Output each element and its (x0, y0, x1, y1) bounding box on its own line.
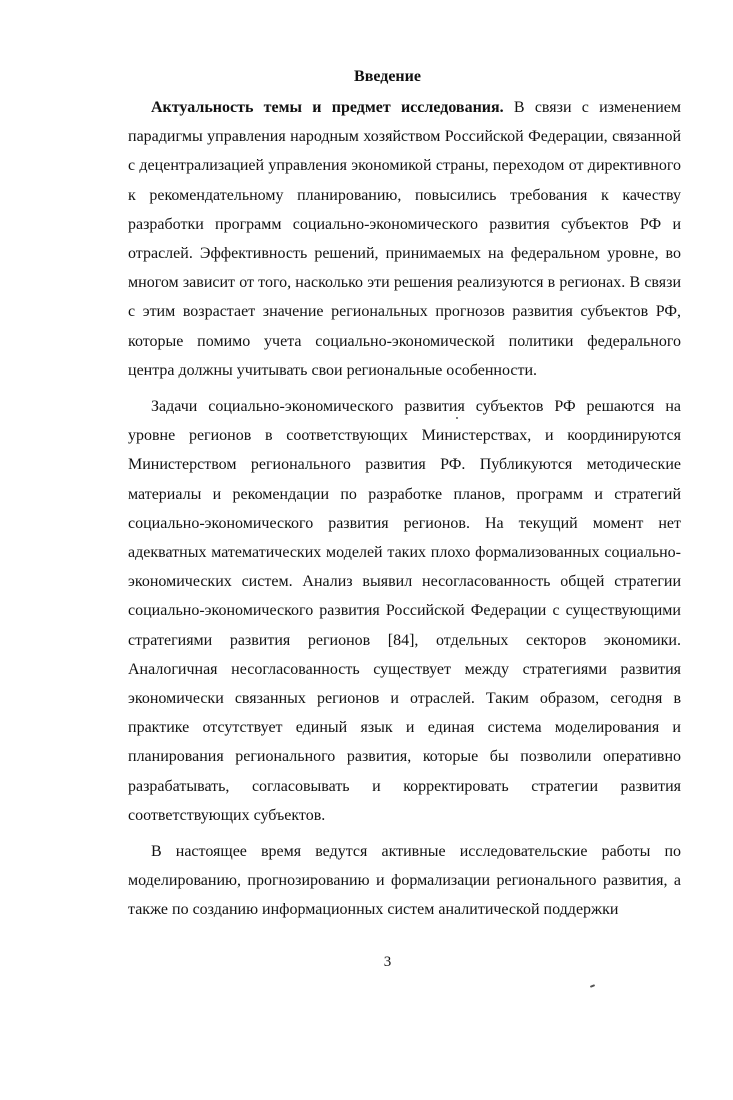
paragraph-text: В связи с изменением парадигмы управления народным хозяйством Российской Федерации, связанной с децентрализацией управления экономикой страны, переходом от директивного к рекомендательному планированию, повысились требования к качеству разработки программ социально-экономического развития субъектов РФ и отраслей. Эффективность решений, принимаемых на федеральном уровне, во многом зависит от того, насколько эти решения реализуются в регионах. В связи с этим возрастает значение региональных прогнозов развития субъектов РФ, которые помимо учета социально-экономической политики федерального центра должны учитывать свои региональные особенности. (128, 99, 681, 379)
paragraph-lead: Актуальность темы и предмет исследования. (151, 99, 504, 116)
paragraph-3 (128, 837, 681, 925)
scan-speck (456, 417, 458, 419)
page-number: 3 (383, 954, 392, 970)
paragraph-2 (128, 392, 681, 830)
section-heading: Введение (354, 68, 421, 85)
paragraph-1 (128, 93, 681, 385)
paragraph-text: В настоящее время ведутся активные исследовательские работы по моделированию, прогнозированию и формализации регионального развития, а также по созданию информационных систем аналитической поддержки (128, 843, 681, 919)
scan-speck (590, 984, 595, 988)
body-text (128, 93, 681, 925)
paragraph-text: Задачи социально-экономического развития субъектов РФ решаются на уровне регионов в соответствующих Министерствах, и координируются Министерством регионального развития РФ. Публикуются методические материалы и рекомендации по разработке планов, программ и стратегий социально-экономического развития регионов. На текущий момент нет адекватных математических моделей таких плохо формализованных социально-экономических систем. Анализ выявил несогласованность общей стратегии социально-экономического развития Российской Федерации с существующими стратегиями развития регионов [84], отдельных секторов экономики. Аналогичная несогласованность существует между стратегиями развития экономически связанных регионов и отраслей. Таким образом, сегодня в практике отсутствует единый язык и единая система моделирования и планирования регионального развития, которые бы позволили оперативно разрабатывать, согласовывать и корректировать стратегии развития соответствующих субъектов. (128, 398, 681, 824)
